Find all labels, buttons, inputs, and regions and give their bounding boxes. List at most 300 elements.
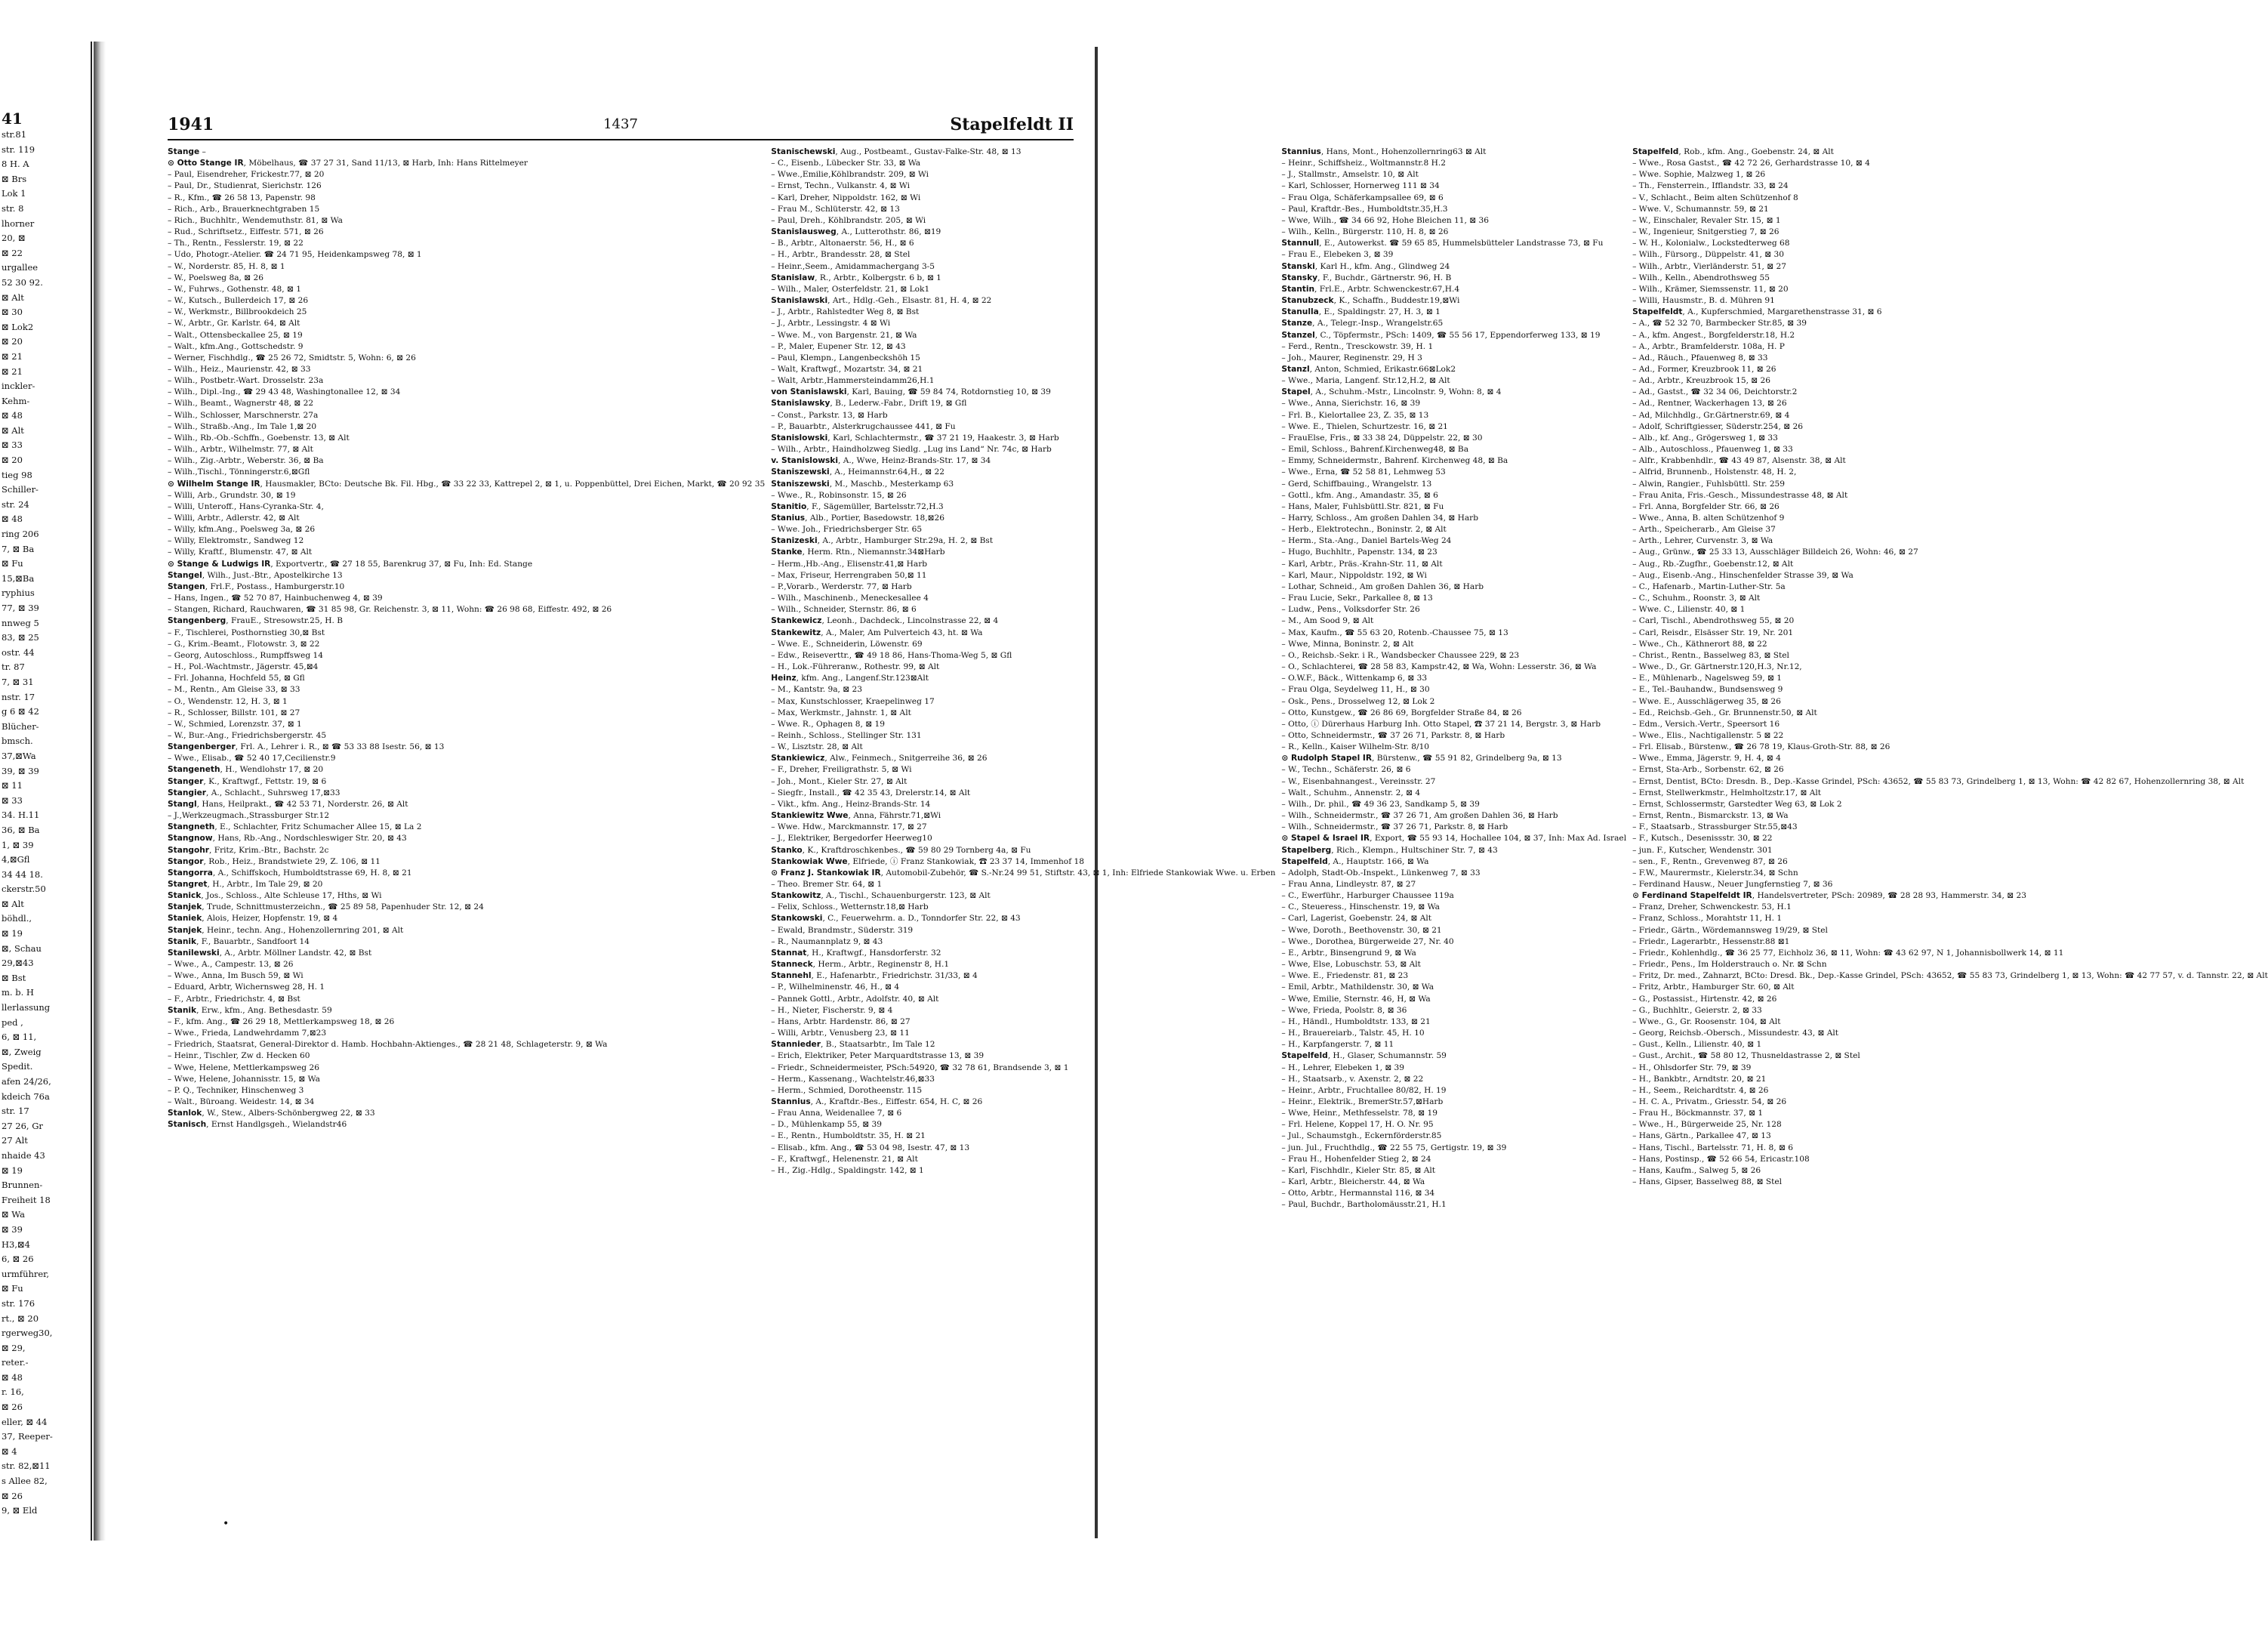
directory-entry: – Aug., Grünw., ☎ 25 33 13, Ausschläger Billdeich 26, Wohn: 46, ⊠ 27 xyxy=(1632,547,1918,557)
directory-entry: – W., Eisenbahnangest., Vereinsstr. 27 xyxy=(1281,776,1436,786)
directory-entry: – Ernst, Stellwerkmstr., Helmholtzstr.17, ⊠ Alt xyxy=(1632,788,1822,797)
fragment-line: str. 8 xyxy=(2,202,24,214)
directory-entry: – Wwe. E., Thielen, Schurtzestr. 16, ⊠ 21 xyxy=(1281,421,1448,431)
fragment-line: rt., ⊠ 20 xyxy=(2,1312,39,1324)
directory-entry: Stangenberger, Frl. A., Lehrer i. R., ⊠ ☎ 53 33 88 Isestr. 56, ⊠ 13 xyxy=(168,742,445,752)
directory-entry: – Willi, Arbtr., Venusberg 23, ⊠ 11 xyxy=(771,1029,910,1038)
directory-entry: – Wwe. E., Schneiderin, Löwenstr. 69 xyxy=(771,639,923,649)
directory-entry: – Alb., kf. Ang., Grögersweg 1, ⊠ 33 xyxy=(1632,433,1778,443)
directory-entry: – Alwin, Rangier., Fuhlsbüttl. Str. 259 xyxy=(1632,479,1786,489)
directory-entry: ⊙ Otto Stange IR, Möbelhaus, ☎ 37 27 31, Sand 11/13, ⊠ Harb, Inh: Hans Rittelmeyer xyxy=(168,159,528,168)
previous-page-lines xyxy=(0,128,91,1519)
directory-entry: – P., Maler, Eupener Str. 12, ⊠ 43 xyxy=(771,341,906,351)
fragment-line: 27 Alt xyxy=(2,1135,28,1146)
directory-entry: – Lothar, Schneid., Am großen Dahlen 36, ⊠ Harb xyxy=(1281,581,1484,591)
fragment-line: ⊠ 39 xyxy=(2,1223,23,1235)
directory-entry: – Ernst, Techn., Vulkanstr. 4, ⊠ Wi xyxy=(771,181,911,191)
directory-entry: – Wilh., Schneidermstr., ☎ 37 26 71, Am großen Dahlen 36, ⊠ Harb xyxy=(1281,811,1558,821)
directory-entry: – Frau Anna, Lindleystr. 87, ⊠ 27 xyxy=(1281,880,1416,889)
directory-entry: – Paul, Eisendreher, Frickestr.77, ⊠ 20 xyxy=(168,170,325,180)
directory-entry: – E., Rentn., Humboldtstr. 35, H. ⊠ 21 xyxy=(771,1131,926,1141)
directory-entry: ⊙ Wilhelm Stange IR, Hausmakler, BCto: Deutsche Bk. Fil. Hbg., ☎ 33 22 33, Kattrepel 2, ⊠ 1, u. Poppenbüttel, Drei Eichen, Markt, ☎ 20 92 35 xyxy=(168,479,766,489)
directory-entry: – Gerd, Schiffbauing., Wrangelstr. 13 xyxy=(1281,479,1432,489)
directory-entry: Stanick, Jos., Schloss., Alte Schleuse 17, Hths, ⊠ Wi xyxy=(168,891,382,901)
fragment-line: ⊠ Alt xyxy=(2,291,24,303)
directory-entry: – Paul, Kraftdr.-Bes., Humboldtstr.35,H.3 xyxy=(1281,204,1448,214)
directory-entry: – Reinh., Schloss., Stellinger Str. 131 xyxy=(771,730,922,740)
directory-entry: – Georg, Reichsb.-Obersch., Missundestr. 43, ⊠ Alt xyxy=(1632,1029,1838,1038)
fragment-line: 7, ⊠ Ba xyxy=(2,543,35,554)
directory-entry: – F., Arbtr., Friedrichstr. 4, ⊠ Bst xyxy=(168,994,300,1004)
directory-entry: Stanilewski, A., Arbtr. Möllner Landstr. 42, ⊠ Bst xyxy=(168,948,372,958)
directory-entry: – Joh., Mont., Kieler Str. 27, ⊠ Alt xyxy=(771,776,908,786)
directory-entry: – Ferd., Rentn., Tresckowstr. 39, H. 1 xyxy=(1281,341,1434,351)
directory-entry: – Wilh., Arbtr., Wilhelmstr. 77, ⊠ Alt xyxy=(168,445,313,455)
directory-entry: – Frau H., Hohenfelder Stieg 2, ⊠ 24 xyxy=(1281,1154,1431,1164)
fragment-line: afen 24/26, xyxy=(2,1076,51,1087)
directory-entry: – Ewald, Brandmstr., Süderstr. 319 xyxy=(771,925,914,935)
directory-entry: Stangl, Hans, Heilprakt., ☎ 42 53 71, Norderstr. 26, ⊠ Alt xyxy=(168,799,408,809)
directory-entry: – Hans, Ingen., ☎ 52 70 87, Hainbuchenweg 4, ⊠ 39 xyxy=(168,594,383,603)
directory-entry: – Wwe, Else, Lobuschstr. 53, ⊠ Alt xyxy=(1281,960,1421,970)
running-head: Stapelfeldt II xyxy=(950,115,1074,134)
directory-entry: – Walt, Arbtr.,Hammersteindamm26,H.1 xyxy=(771,376,935,386)
directory-entry: Stanko, K., Kraftdroschkenbes., ☎ 59 80 29 Tornberg 4a, ⊠ Fu xyxy=(771,845,1031,855)
directory-entry: – Willi, Arbtr., Adlerstr. 42, ⊠ Alt xyxy=(168,514,300,523)
directory-entry: – Willy, Kraftf., Blumenstr. 47, ⊠ Alt xyxy=(168,547,313,557)
directory-entry: – Wwe. C., Lilienstr. 40, ⊠ 1 xyxy=(1632,605,1746,615)
directory-entry: – Frl. Anna, Borgfelder Str. 66, ⊠ 26 xyxy=(1632,501,1780,511)
directory-entry: – W. H., Kolonialw., Lockstedterweg 68 xyxy=(1632,239,1790,248)
directory-entry: – Friedr., Lagerarbtr., Hessenstr.88 ⊠1 xyxy=(1632,936,1790,946)
directory-entry: – W., Kutsch., Bullerdeich 17, ⊠ 26 xyxy=(168,296,309,306)
fragment-line: ⊠ Fu xyxy=(2,558,23,569)
directory-entry: – Ernst, Schlossermstr, Garstedter Weg 63, ⊠ Lok 2 xyxy=(1632,799,1842,809)
fragment-line: tr. 87 xyxy=(2,662,25,673)
directory-entry: Stanke, Herm. Rtn., Niemannstr.34⊠Harb xyxy=(771,547,945,557)
directory-entry: – R., Kfm., ☎ 26 58 13, Papenstr. 98 xyxy=(168,193,316,202)
directory-entry: – J., Arbtr., Lessingstr. 4 ⊠ Wi xyxy=(771,319,891,328)
directory-entry: – Franz, Dreher, Schwenckestr. 53, H.1 xyxy=(1632,902,1792,912)
directory-entry: – B., Arbtr., Altonaerstr. 56, H., ⊠ 6 xyxy=(771,239,914,248)
directory-entry: – Max, Kaufm., ☎ 55 63 20, Rotenb.-Chaussee 75, ⊠ 13 xyxy=(1281,628,1508,637)
fragment-line: 6, ⊠ 26 xyxy=(2,1254,34,1265)
directory-entry: – J., Stallmstr., Amselstr. 10, ⊠ Alt xyxy=(1281,170,1419,180)
page-number: 1437 xyxy=(603,116,638,132)
directory-entry: – P. Q., Techniker, Hinschenweg 3 xyxy=(168,1085,304,1095)
fragment-line: ryphius xyxy=(2,588,35,599)
directory-entry: – Osk., Pens., Drosselweg 12, ⊠ Lok 2 xyxy=(1281,696,1435,706)
directory-entry: Stangor, Rob., Heiz., Brandstwiete 29, Z. 106, ⊠ 11 xyxy=(168,856,381,866)
directory-entry: – jun. F., Kutscher, Wendenstr. 301 xyxy=(1632,845,1773,855)
directory-entry: – W., Poelsweg 8a, ⊠ 26 xyxy=(168,273,263,282)
directory-entry: – M., Rentn., Am Gleise 33, ⊠ 33 xyxy=(168,685,300,695)
directory-entry: – Wilh., Arbtr., Haindholzweg Siedlg. „Lug ins Land“ Nr. 74c, ⊠ Harb xyxy=(771,445,1052,455)
directory-entry: – Willi, Arb., Grundstr. 30, ⊠ 19 xyxy=(168,490,296,500)
directory-entry: – Gust., Archit., ☎ 58 80 12, Thusneldastrasse 2, ⊠ Stel xyxy=(1632,1051,1860,1061)
directory-entry: – P., Bauarbtr., Alsterkrugchaussee 441, ⊠ Fu xyxy=(771,421,956,431)
directory-entry: – W., Lisztstr. 28, ⊠ Alt xyxy=(771,742,863,752)
directory-entry: – Paul, Dreh., Köhlbrandstr. 205, ⊠ Wi xyxy=(771,215,926,225)
directory-entry: – Wilh., Maler, Osterfeldstr. 21, ⊠ Lok1 xyxy=(771,284,930,294)
directory-entry: Stannehl, E., Hafenarbtr., Friedrichstr. 31/33, ⊠ 4 xyxy=(771,971,978,981)
fragment-line: urmführer, xyxy=(2,1268,50,1279)
directory-entry: – Max, Kunstschlosser, Kraepelinweg 17 xyxy=(771,696,935,706)
directory-entry: Stansky, F., Buchdr., Gärtnerstr. 96, H. B xyxy=(1281,273,1452,282)
fragment-line: str.81 xyxy=(2,129,27,140)
directory-entry: Stapelfeldt, A., Kupferschmied, Margarethenstrasse 31, ⊠ 6 xyxy=(1632,307,1882,317)
directory-entry: – Herm., Schmied, Dorotheenstr. 115 xyxy=(771,1085,923,1095)
directory-entry: – Walt, Kraftwgf., Mozartstr. 34, ⊠ 21 xyxy=(771,364,923,374)
directory-entry: – Wilh., Beamt., Wagnerstr 48, ⊠ 22 xyxy=(168,399,314,409)
directory-entry: – H., Arbtr., Brandesstr. 28, ⊠ Stel xyxy=(771,250,911,260)
fragment-line: ⊠ 19 xyxy=(2,928,23,939)
directory-entry: – Hans, Postinsp., ☎ 52 66 54, Ericastr.108 xyxy=(1632,1154,1810,1164)
fragment-line: 1, ⊠ 39 xyxy=(2,839,34,850)
directory-entry: – H., Brauereiarb., Talstr. 45, H. 10 xyxy=(1281,1029,1425,1038)
fragment-line: 39, ⊠ 39 xyxy=(2,765,39,776)
directory-entry: – Paul, Buchdr., Bartholomäusstr.21, H.1 xyxy=(1281,1200,1447,1210)
directory-entry: – Hans, Kaufm., Salweg 5, ⊠ 26 xyxy=(1632,1165,1761,1175)
fragment-line: ⊠ 33 xyxy=(2,794,23,806)
directory-entry: – F.W., Maurermstr., Kielerstr.34, ⊠ Schn xyxy=(1632,868,1798,878)
binding-gutter xyxy=(94,42,106,1541)
directory-entry: – Max, Friseur, Herrengraben 50,⊠ 11 xyxy=(771,570,927,580)
directory-entry: Stanjek, Trude, Schnittmusterzeichn., ☎ 25 89 58, Papenhuder Str. 12, ⊠ 24 xyxy=(168,902,484,912)
directory-entry: – Karl, Arbtr., Präs.-Krahn-Str. 11, ⊠ Alt xyxy=(1281,559,1443,569)
directory-entry: – Herm., Sta.-Ang., Daniel Bartels-Weg 24 xyxy=(1281,536,1452,546)
directory-entry: Stapelberg, Rich., Klempn., Hultschiner Str. 7, ⊠ 43 xyxy=(1281,845,1498,855)
fragment-line: 7, ⊠ 31 xyxy=(2,676,34,687)
directory-entry: Stangorra, A., Schiffskoch, Humboldtstrasse 69, H. 8, ⊠ 21 xyxy=(168,868,412,878)
directory-entry: – Wilh., Dr. phil., ☎ 49 36 23, Sandkamp 5, ⊠ 39 xyxy=(1281,799,1480,809)
footer-mark: • xyxy=(223,1518,230,1530)
fragment-line: eller, ⊠ 44 xyxy=(2,1416,48,1427)
directory-entry: – Alfr., Krabbenhdlr., ☎ 43 49 87, Alsenstr. 38, ⊠ Alt xyxy=(1632,456,1846,466)
directory-entry: – Stangen, Richard, Rauchwaren, ☎ 31 85 98, Gr. Reichenstr. 3, ⊠ 11, Wohn: ☎ 26 98 68, Eiffestr. 492, ⊠ 26 xyxy=(168,605,612,615)
directory-entry: – Wwe., Anna, B. alten Schützenhof 9 xyxy=(1632,514,1785,523)
directory-entry: – Hugo, Buchhltr., Papenstr. 134, ⊠ 23 xyxy=(1281,547,1438,557)
directory-entry: – W., Techn., Schäferstr. 26, ⊠ 6 xyxy=(1281,765,1411,775)
directory-entry: – Frl. Elisab., Bürstenw., ☎ 26 78 19, Klaus-Groth-Str. 88, ⊠ 26 xyxy=(1632,742,1891,752)
directory-entry: Stanisch, Ernst Handlgsgeh., Wielandstr46 xyxy=(168,1120,347,1130)
directory-entry: – Ernst, Sta-Arb., Sorbenstr. 62, ⊠ 26 xyxy=(1632,765,1784,775)
directory-entry: Stankiewitz Wwe, Anna, Fährstr.71,⊠Wi xyxy=(771,811,941,821)
fragment-line: ⊠ 22 xyxy=(2,247,23,258)
directory-entry: – Wwe, Doroth., Beethovenstr. 30, ⊠ 21 xyxy=(1281,925,1442,935)
directory-column-1 xyxy=(168,147,765,1501)
fragment-line: str. 82,⊠11 xyxy=(2,1460,51,1472)
fragment-line: g 6 ⊠ 42 xyxy=(2,706,39,717)
directory-entry: – V., Schlacht., Beim alten Schützenhof 8 xyxy=(1632,193,1798,202)
directory-entry: – Wilh., Zig.-Arbtr., Weberstr. 36, ⊠ Ba xyxy=(168,456,324,466)
directory-entry: – Hans, Maler, Fuhlsbüttl.Str. 821, ⊠ Fu xyxy=(1281,501,1444,511)
directory-entry: – Willi, Unteroff., Hans-Cyranka-Str. 4, xyxy=(168,501,324,511)
fragment-line: nhaide 43 xyxy=(2,1149,45,1161)
directory-entry: – Adolf, Schriftgiesser, Süderstr.254, ⊠ 26 xyxy=(1632,421,1803,431)
fragment-line: ⊠ Alt xyxy=(2,424,24,436)
directory-entry: – E., Arbtr., Binsengrund 9, ⊠ Wa xyxy=(1281,948,1416,958)
fragment-line: ⊠ Wa xyxy=(2,1209,25,1220)
fragment-line: ⊠ 29, xyxy=(2,1342,26,1353)
directory-entry: – J., Elektriker, Bergedorfer Heerweg10 xyxy=(771,834,932,844)
directory-entry: – O., Wendenstr. 12, H. 3, ⊠ 1 xyxy=(168,696,288,706)
directory-entry: – Wilh., Schneidermstr., ☎ 37 26 71, Parkstr. 8, ⊠ Harb xyxy=(1281,822,1508,832)
directory-entry: – H. C. A., Privatm., Griesstr. 54, ⊠ 26 xyxy=(1632,1097,1787,1106)
directory-entry: – Eduard, Arbtr, Wichernsweg 28, H. 1 xyxy=(168,982,325,992)
fragment-line: 37,⊠Wa xyxy=(2,750,36,761)
directory-entry: – Friedr., Gärtn., Wördemannsweg 19/29, ⊠ Stel xyxy=(1632,925,1828,935)
directory-entry: Stapelfeld, Rob., kfm. Ang., Goebenstr. 24, ⊠ Alt xyxy=(1632,147,1834,156)
fragment-line: Blücher- xyxy=(2,720,39,732)
directory-entry: – Wwe., Elis., Nachtigallenstr. 5 ⊠ 22 xyxy=(1632,730,1784,740)
directory-entry: – H., Staatsarb., v. Axenstr. 2, ⊠ 22 xyxy=(1281,1074,1424,1084)
directory-entry: – Karl, Schlosser, Hornerweg 111 ⊠ 34 xyxy=(1281,181,1440,191)
directory-entry: Stangel, Wilh., Just.-Btr., Apostelkirche 13 xyxy=(168,570,343,580)
directory-entry: Stannieder, B., Staatsarbtr., Im Tale 12 xyxy=(771,1040,935,1050)
directory-entry: – Th., Rentn., Fesslerstr. 19, ⊠ 22 xyxy=(168,239,304,248)
fragment-line: Kehm- xyxy=(2,395,30,406)
directory-entry: Stanjek, Heinr., techn. Ang., Hohenzollernring 201, ⊠ Alt xyxy=(168,925,404,935)
directory-entry: – Wilh., Dipl.-Ing., ☎ 29 43 48, Washingtonallee 12, ⊠ 34 xyxy=(168,387,401,397)
directory-entry: – C., Schuhm., Roonstr. 3, ⊠ Alt xyxy=(1632,594,1761,603)
directory-entry: – Wwe., Rosa Gastst., ☎ 42 72 26, Gerhardstrasse 10, ⊠ 4 xyxy=(1632,159,1870,168)
directory-entry: – Wwe., R., Robinsonstr. 15, ⊠ 26 xyxy=(771,490,907,500)
fragment-line: 8 H. A xyxy=(2,159,29,170)
directory-entry: – C., Steueress., Hinschenstr. 19, ⊠ Wa xyxy=(1281,902,1440,912)
directory-entry: Stankowiak Wwe, Elfriede, ⓘ Franz Stankowiak, ☎ 23 37 14, Immenhof 18 xyxy=(771,856,1084,866)
directory-entry: – Wilh., Fürsorg., Düppelstr. 41, ⊠ 30 xyxy=(1632,250,1784,260)
directory-entry: – Carl, Tischl., Abendrothsweg 55, ⊠ 20 xyxy=(1632,616,1795,626)
directory-entry: – Walt., kfm.Ang., Gottschedstr. 9 xyxy=(168,341,304,351)
directory-entry: – Rich., Arb., Brauerknechtgraben 15 xyxy=(168,204,320,214)
fragment-line: bmsch. xyxy=(2,736,33,747)
fragment-line: Freiheit 18 xyxy=(2,1194,51,1205)
fragment-line: ⊠ 19 xyxy=(2,1164,23,1176)
directory-entry: – Wilh., Heiz., Maurienstr. 42, ⊠ 33 xyxy=(168,364,311,374)
directory-entry: – Walt., Büroang. Weidestr. 14, ⊠ 34 xyxy=(168,1097,315,1106)
directory-entry: Stanger, K., Kraftwgf., Fettstr. 19, ⊠ 6 xyxy=(168,776,327,786)
directory-entry: Stanzel, C., Töpfermstr., PSch: 1409, ☎ 55 56 17, Eppendorferweg 133, ⊠ 19 xyxy=(1281,330,1601,340)
directory-entry: – Wwe, Wilh., ☎ 34 66 92, Hohe Bleichen 11, ⊠ 36 xyxy=(1281,215,1489,225)
fragment-line: ⊠ 26 xyxy=(2,1490,23,1501)
directory-entry: – E., Tel.-Bauhandw., Bundsensweg 9 xyxy=(1632,685,1783,695)
fragment-line: Schiller- xyxy=(2,484,39,495)
directory-entry: – Wwe. Hdw., Marckmannstr. 17, ⊠ 27 xyxy=(771,822,927,832)
directory-entry: Stanneck, Herm., Arbtr., Reginenstr 8, H.1 xyxy=(771,960,950,970)
fragment-line: 52 30 92. xyxy=(2,276,43,288)
directory-entry: – Ernst, Dentist, BCto: Dresdn. B., Dep.-Kasse Grindel, PSch: 43652, ☎ 55 83 73, Grindelberg 1, ⊠ 13, Wohn: ☎ 42 82 67, Hohenzollernring 38, ⊠ Alt xyxy=(1632,776,2245,786)
directory-entry: ⊙ Stapel & Israel IR, Export, ☎ 55 93 14, Hochallee 104, ⊠ 37, Inh: Max Ad. Israel xyxy=(1281,834,1627,844)
directory-entry: Stangen, Frl.F., Postass., Hamburgerstr.10 xyxy=(168,581,345,591)
directory-entry: – Emmy, Schneidermstr., Bahrenf. Kirchenweg 48, ⊠ Ba xyxy=(1281,456,1508,466)
directory-entry: – Wilh., Rb.-Ob.-Schffn., Goebenstr. 13, ⊠ Alt xyxy=(168,433,350,443)
directory-entry: – O.W.F., Bäck., Wittenkamp 6, ⊠ 33 xyxy=(1281,674,1428,683)
directory-entry: Stanizeski, A., Arbtr., Hamburger Str.29a, H. 2, ⊠ Bst xyxy=(771,536,994,546)
directory-entry: – Wilh., Postbetr.-Wart. Drosselstr. 23a xyxy=(168,376,324,386)
directory-entry: – Wwe, Heinr., Methfesselstr. 78, ⊠ 19 xyxy=(1281,1109,1438,1118)
directory-entry: – Wwe., H., Bürgerweide 25, Nr. 128 xyxy=(1632,1120,1782,1130)
directory-entry: – H., Ohlsdorfer Str. 79, ⊠ 39 xyxy=(1632,1063,1752,1072)
directory-entry: – P.,Vorarb., Werderstr. 77, ⊠ Harb xyxy=(771,581,912,591)
directory-entry: – Fritz, Dr. med., Zahnarzt, BCto: Dresd. Bk., Dep.-Kasse Grindel, PSch: 43652, ☎ 55 83 73, Grindelberg 1, ⊠ 13, Wohn: ☎ 42 77 57, v. d. Tannstr. 22, ⊠ Alt xyxy=(1632,971,2268,981)
directory-entry: Stanski, Karl H., kfm. Ang., Glindweg 24 xyxy=(1281,261,1450,271)
directory-entry: – Wwe. Sophie, Malzweg 1, ⊠ 26 xyxy=(1632,170,1766,180)
directory-entry: – Wwe. Joh., Friedrichsberger Str. 65 xyxy=(771,525,923,535)
directory-entry: – Siegfr., Install., ☎ 42 35 43, Drelerstr.14, ⊠ Alt xyxy=(771,788,971,797)
directory-entry: – W., Schmied, Lorenzstr. 37, ⊠ 1 xyxy=(168,719,302,729)
directory-entry: – Wwe, Emilie, Sternstr. 46, H, ⊠ Wa xyxy=(1281,994,1431,1004)
directory-entry: – M., Kantstr. 9a, ⊠ 23 xyxy=(771,685,863,695)
directory-entry: Stannius, Hans, Mont., Hohenzollernring63 ⊠ Alt xyxy=(1281,147,1487,156)
directory-entry: – Wwe. R., Ophagen 8, ⊠ 19 xyxy=(771,719,885,729)
directory-entry: – Frau H., Böckmannstr. 37, ⊠ 1 xyxy=(1632,1109,1764,1118)
fragment-line: lhorner xyxy=(2,217,35,229)
directory-entry: Stankiewicz, Alw., Feinmech., Snitgerreihe 36, ⊠ 26 xyxy=(771,754,988,763)
fragment-line: Lok 1 xyxy=(2,188,26,199)
directory-entry: – Friedr., Pens., Im Holderstrauch o. Nr. ⊠ Schn xyxy=(1632,960,1827,970)
directory-entry: – Frau M., Schlüterstr. 42, ⊠ 13 xyxy=(771,204,900,214)
directory-entry: Stangret, H., Arbtr., Im Tale 29, ⊠ 20 xyxy=(168,880,323,889)
fragment-line: ⊠, Schau xyxy=(2,942,42,954)
directory-entry: – Frl. Johanna, Hochfeld 55, ⊠ Gfl xyxy=(168,674,305,683)
fragment-line: ⊠ Alt xyxy=(2,898,24,909)
fragment-line: ⊠ 20 xyxy=(2,336,23,347)
directory-entry: – Edm., Versich.-Vertr., Speersort 16 xyxy=(1632,719,1780,729)
directory-entry: Stankewitz, A., Maler, Am Pulverteich 43, ht. ⊠ Wa xyxy=(771,628,983,637)
directory-entry: von Stanislawski, Karl, Bauing, ☎ 59 84 74, Rotdornstieg 10, ⊠ 39 xyxy=(771,387,1051,397)
directory-entry: – Gust., Kelln., Lilienstr. 40, ⊠ 1 xyxy=(1632,1040,1762,1050)
directory-column-2 xyxy=(771,147,1275,1501)
directory-entry: – Aug., Rb.-Zugfhr., Goebenstr.12, ⊠ Alt xyxy=(1632,559,1794,569)
directory-entry: – Hans, Gipser, Basselweg 88, ⊠ Stel xyxy=(1632,1177,1783,1187)
fragment-line: ⊠ 33 xyxy=(2,440,23,451)
fragment-line: str. 176 xyxy=(2,1297,35,1309)
directory-entry: – R., Schlosser, Billstr. 101, ⊠ 27 xyxy=(168,708,300,717)
fragment-line: ⊠ 4 xyxy=(2,1445,17,1457)
directory-entry: – Friedr., Schneidermeister, PSch:54920, ☎ 32 78 61, Brandsende 3, ⊠ 1 xyxy=(771,1063,1069,1072)
directory-entry: – Wilh., Schneider, Sternstr. 86, ⊠ 6 xyxy=(771,605,917,615)
directory-entry: – Franz, Schloss., Morahtstr 11, H. 1 xyxy=(1632,914,1783,924)
directory-entry: – Heinr., Elektrik., BremerStr.57,⊠Harb xyxy=(1281,1097,1444,1106)
directory-entry: Stanubzeck, K., Schaffn., Buddestr.19,⊠Wi xyxy=(1281,296,1460,306)
directory-entry: Stankewicz, Leonh., Dachdeck., Lincolnstrasse 22, ⊠ 4 xyxy=(771,616,999,626)
fragment-line: 9, ⊠ Eld xyxy=(2,1505,38,1516)
directory-entry: – F., Tischlerei, Posthornstieg 30,⊠ Bst xyxy=(168,628,325,637)
directory-entry: Staniszewski, A., Heimannstr.64,H., ⊠ 22 xyxy=(771,467,944,477)
directory-entry: – Ad., Former, Kreuzbrook 11, ⊠ 26 xyxy=(1632,364,1776,374)
directory-entry: Stanislawsky, B., Lederw.-Fabr., Drift 19, ⊠ Gfl xyxy=(771,399,967,409)
directory-entry: Staniszewski, M., Maschb., Mesterkamp 63 xyxy=(771,479,954,489)
fragment-line: ⊠ 21 xyxy=(2,366,23,377)
directory-entry: – Rud., Schriftsetz., Eiffestr. 571, ⊠ 26 xyxy=(168,227,324,237)
directory-entry: – Herm.,Hb.-Ang., Elisenstr.41,⊠ Harb xyxy=(771,559,928,569)
directory-entry: Stangeneth, H., Wendlohstr 17, ⊠ 20 xyxy=(168,765,324,775)
directory-entry: – J.,Werkzeugmach.,Strassburger Str.12 xyxy=(168,811,330,821)
directory-entry: – Frl. Helene, Koppel 17, H. O. Nr. 95 xyxy=(1281,1120,1434,1130)
fragment-line: 34 44 18. xyxy=(2,868,43,880)
directory-entry: – Wwe, Minna, Boninstr. 2, ⊠ Alt xyxy=(1281,639,1414,649)
directory-entry: Stangnow, Hans, Rb.-Ang., Nordschleswiger Str. 20, ⊠ 43 xyxy=(168,834,407,844)
directory-entry: – Hans, Tischl., Bartelsstr. 71, H. 8, ⊠ 6 xyxy=(1632,1143,1793,1152)
directory-entry: – W., Einschaler, Revaler Str. 15, ⊠ 1 xyxy=(1632,215,1781,225)
fragment-line: reter.- xyxy=(2,1357,29,1368)
directory-entry: – Wwe., Dorothea, Bürgerweide 27, Nr. 40 xyxy=(1281,936,1454,946)
directory-entry: – Ludw., Pens., Volksdorfer Str. 26 xyxy=(1281,605,1420,615)
directory-entry: – Friedrich, Staatsrat, General-Direktor d. Hamb. Hochbahn-Aktienges., ☎ 28 21 48, Schlageterstr. 9, ⊠ Wa xyxy=(168,1040,608,1050)
directory-entry: – Karl, Maur., Nippoldstr. 192, ⊠ Wi xyxy=(1281,570,1427,580)
directory-entry: – Arth., Speicherarb., Am Gleise 37 xyxy=(1632,525,1776,535)
fragment-line: str. 24 xyxy=(2,498,29,510)
directory-entry: – G., Krim.-Beamt., Flotowstr. 3, ⊠ 22 xyxy=(168,639,320,649)
directory-entry: – Felix, Schloss., Wetternstr.18,⊠ Harb xyxy=(771,902,929,912)
directory-entry: – Wwe. E., Ausschlägerweg 35, ⊠ 26 xyxy=(1632,696,1781,706)
directory-entry: – F., Dreher, Freiligrathstr. 5, ⊠ Wi xyxy=(771,765,912,775)
directory-entry: – Karl, Arbtr., Bleicherstr. 44, ⊠ Wa xyxy=(1281,1177,1425,1187)
fragment-line: ⊠ 30 xyxy=(2,307,23,318)
directory-entry: Stanischewski, Aug., Postbeamt., Gustav-Falke-Str. 48, ⊠ 13 xyxy=(771,147,1022,156)
fragment-line: 6, ⊠ 11, xyxy=(2,1032,37,1043)
directory-entry: – C., Ewerführ., Harburger Chaussee 119a xyxy=(1281,891,1454,901)
fragment-line: ⊠ 11 xyxy=(2,780,23,791)
directory-entry: – Heinr., Arbtr., Fruchtallee 80/82, H. 19 xyxy=(1281,1085,1447,1095)
directory-entry: – Wwe., Erna, ☎ 52 58 81, Lehmweg 53 xyxy=(1281,467,1446,477)
directory-entry: Stanik, Erw., kfm., Ang. Bethesdastr. 59 xyxy=(168,1005,332,1015)
directory-entry: – H., Karpfangerstr. 7, ⊠ 11 xyxy=(1281,1040,1394,1050)
fragment-line: ⊠ Brs xyxy=(2,173,27,184)
directory-entry: – W., Werkmstr., Billbrookdeich 25 xyxy=(168,307,307,317)
fragment-line: ped , xyxy=(2,1016,23,1028)
directory-entry: – Wilh., Maschinenb., Meneckesallee 4 xyxy=(771,594,929,603)
directory-entry: Stangneth, E., Schlachter, Fritz Schumacher Allee 15, ⊠ La 2 xyxy=(168,822,422,832)
fragment-line: tieg 98 xyxy=(2,469,32,480)
directory-entry: – W., Fuhrws., Gothenstr. 48, ⊠ 1 xyxy=(168,284,302,294)
directory-entry: – F., Kutsch., Desenissstr. 30, ⊠ 22 xyxy=(1632,834,1773,844)
fragment-line: ⊠ 48 xyxy=(2,514,23,525)
directory-entry: Stannat, H., Kraftwgf., Hansdorferstr. 32 xyxy=(771,948,941,958)
directory-entry: – Wwe., A., Campestr. 13, ⊠ 26 xyxy=(168,960,294,970)
directory-entry: – R., Kelln., Kaiser Wilhelm-Str. 8/10 xyxy=(1281,742,1430,752)
directory-column-4 xyxy=(1632,147,2268,1501)
directory-entry: – Frau Anita, Fris.-Gesch., Missundestrasse 48, ⊠ Alt xyxy=(1632,490,1848,500)
fragment-line: 29,⊠43 xyxy=(2,958,34,969)
directory-entry: – W., Arbtr., Gr. Karlstr. 64, ⊠ Alt xyxy=(168,319,300,328)
fragment-line: m. b. H xyxy=(2,987,34,998)
directory-entry: – E., Mühlenarb., Nagelsweg 59, ⊠ 1 xyxy=(1632,674,1782,683)
directory-entry: – Ernst, Rentn., Bismarckstr. 13, ⊠ Wa xyxy=(1632,811,1789,821)
directory-entry: Stangenberg, FrauE., Stresowstr.25, H. B xyxy=(168,616,344,626)
directory-entry: – Wwe., Anna, Sierichstr. 16, ⊠ 39 xyxy=(1281,399,1421,409)
directory-entry: – Otto, Kunstgew., ☎ 26 86 69, Borgfelder Straße 84, ⊠ 26 xyxy=(1281,708,1522,717)
directory-entry: – Gottl., kfm. Ang., Amandastr. 35, ⊠ 6 xyxy=(1281,490,1438,500)
directory-entry: Stanzl, Anton, Schmied, Erikastr.66⊠Lok2 xyxy=(1281,364,1456,374)
directory-entry: Stankowitz, A., Tischl., Schauenburgerstr. 123, ⊠ Alt xyxy=(771,891,991,901)
directory-entry: – Emil, Schloss., Bahrenf.Kirchenweg48, ⊠ Ba xyxy=(1281,445,1469,455)
directory-entry: – G., Buchhltr., Geierstr. 2, ⊠ 33 xyxy=(1632,1005,1762,1015)
directory-entry: – Karl, Fischhdlr., Kieler Str. 85, ⊠ Alt xyxy=(1281,1165,1435,1175)
directory-entry: – Wwe., Elisab., ☎ 52 40 17,Cecilienstr.9 xyxy=(168,754,336,763)
directory-entry: – Carl, Reisdr., Elsässer Str. 19, Nr. 201 xyxy=(1632,628,1794,637)
directory-entry: – jun. Jul., Fruchthdlg., ☎ 22 55 75, Gertigstr. 19, ⊠ 39 xyxy=(1281,1143,1507,1152)
directory-entry: Stanius, Alb., Portier, Basedowstr. 18,⊠26 xyxy=(771,514,945,523)
directory-columns xyxy=(168,147,2268,1501)
directory-entry: – Vikt., kfm. Ang., Heinz-Brands-Str. 14 xyxy=(771,799,931,809)
directory-entry: – Herm., Kassenang., Wachtelstr.46,⊠33 xyxy=(771,1074,935,1084)
directory-entry: – Ad., Räuch., Pfauenweg 8, ⊠ 33 xyxy=(1632,353,1768,362)
directory-entry: – Carl, Lagerist, Goebenstr. 24, ⊠ Alt xyxy=(1281,914,1432,924)
directory-entry: – Fritz, Arbtr., Hamburger Str. 60, ⊠ Alt xyxy=(1632,982,1795,992)
directory-entry: – H., Zig.-Hdlg., Spaldingstr. 142, ⊠ 1 xyxy=(771,1165,924,1175)
